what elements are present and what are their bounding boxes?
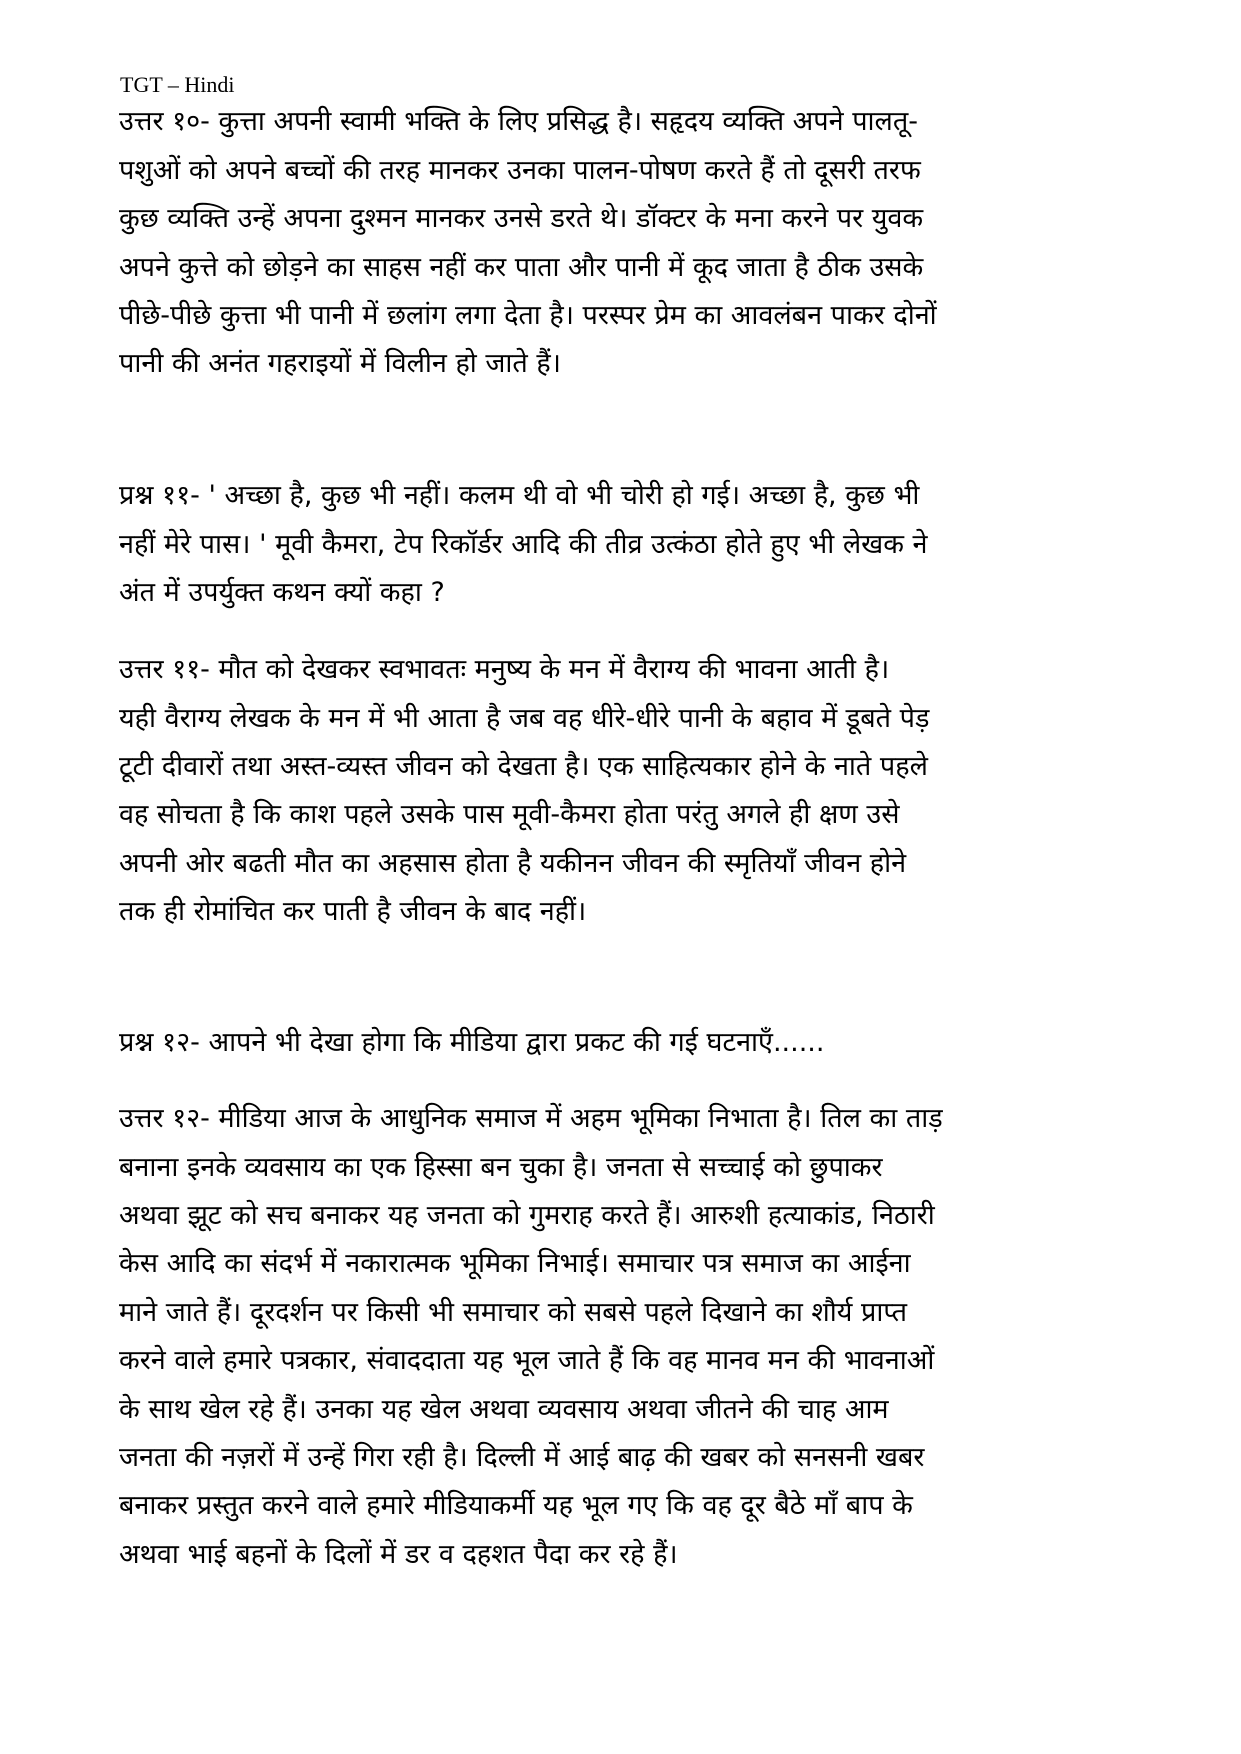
- answer-10-line: पशुओं को अपने बच्चों की तरह मानकर उनका पालन-पोषण करते हैं तो दूसरी तरफ: [119, 155, 921, 186]
- answer-11-line: तक ही रोमांचित कर पाती है जीवन के बाद नहीं।: [119, 896, 587, 927]
- answer-11-line: उत्तर ११- मौत को देखकर स्वभावतः मनुष्य के मन में वैराग्य की भावना आती है।: [119, 654, 890, 685]
- answer-10-line: पीछे-पीछे कुत्ता भी पानी में छलांग लगा देता है। परस्पर प्रेम का आवलंबन पाकर दोनों: [119, 300, 937, 331]
- answer-12-line: उत्तर १२- मीडिया आज के आधुनिक समाज में अहम भूमिका निभाता है। तिल का ताड़: [119, 1103, 943, 1134]
- answer-10-line: उत्तर १०- कुत्ता अपनी स्वामी भक्ति के लिए प्रसिद्ध है। सहृदय व्यक्ति अपने पालतू-: [119, 106, 918, 137]
- answer-11-line: टूटी दीवारों तथा अस्त-व्यस्त जीवन को देखता है। एक साहित्यकार होने के नाते पहले: [119, 751, 928, 782]
- answer-12-line: केस आदि का संदर्भ में नकारात्मक भूमिका निभाई। समाचार पत्र समाज का आईना: [119, 1248, 911, 1279]
- question-11-line: प्रश्न ११- ' अच्छा है, कुछ भी नहीं। कलम थी वो भी चोरी हो गई। अच्छा है, कुछ भी: [119, 480, 920, 511]
- answer-12-line: के साथ खेल रहे हैं। उनका यह खेल अथवा व्यवसाय अथवा जीतने की चाह आम: [119, 1394, 889, 1425]
- answer-12-line: बनाना इनके व्यवसाय का एक हिस्सा बन चुका है। जनता से सच्चाई को छुपाकर: [119, 1152, 883, 1183]
- answer-12-line: अथवा भाई बहनों के दिलों में डर व दहशत पैदा कर रहे हैं।: [119, 1539, 678, 1570]
- answer-11-line: अपनी ओर बढती मौत का अहसास होता है यकीनन जीवन की स्मृतियाँ जीवन होने: [119, 848, 907, 879]
- answer-12-line: बनाकर प्रस्तुत करने वाले हमारे मीडियाकर्मी यह भूल गए कि वह दूर बैठे माँ बाप के: [119, 1490, 913, 1521]
- question-11-line: नहीं मेरे पास। ' मूवी कैमरा, टेप रिकॉर्डर आदि की तीव्र उत्कंठा होते हुए भी लेखक ने: [119, 529, 928, 560]
- answer-10-line: कुछ व्यक्ति उन्हें अपना दुश्मन मानकर उनसे डरते थे। डॉक्टर के मना करने पर युवक: [119, 203, 924, 234]
- answer-12-line: जनता की नज़रों में उन्हें गिरा रही है। दिल्ली में आई बाढ़ की खबर को सनसनी खबर: [119, 1442, 925, 1473]
- answer-10-line: अपने कुत्ते को छोड़ने का साहस नहीं कर पाता और पानी में कूद जाता है ठीक उसके: [119, 252, 924, 283]
- answer-12-line: माने जाते हैं। दूरदर्शन पर किसी भी समाचार को सबसे पहले दिखाने का शौर्य प्राप्त: [119, 1297, 908, 1328]
- question-11-line: अंत में उपर्युक्त कथन क्यों कहा ?: [119, 577, 445, 608]
- answer-11-line: यही वैराग्य लेखक के मन में भी आता है जब वह धीरे-धीरे पानी के बहाव में डूबते पेड़: [119, 703, 930, 734]
- answer-12-line: करने वाले हमारे पत्रकार, संवाददाता यह भूल जाते हैं कि वह मानव मन की भावनाओं: [119, 1345, 935, 1376]
- question-12-line: प्रश्न १२- आपने भी देखा होगा कि मीडिया द्वारा प्रकट की गई घटनाएँ......: [119, 1027, 825, 1058]
- answer-12-line: अथवा झूट को सच बनाकर यह जनता को गुमराह करते हैं। आरुशी हत्याकांड, निठारी: [119, 1200, 935, 1231]
- answer-10-line: पानी की अनंत गहराइयों में विलीन हो जाते हैं।: [119, 348, 561, 379]
- answer-11-line: वह सोचता है कि काश पहले उसके पास मूवी-कैमरा होता परंतु अगले ही क्षण उसे: [119, 799, 900, 830]
- page-header: TGT – Hindi: [120, 72, 235, 97]
